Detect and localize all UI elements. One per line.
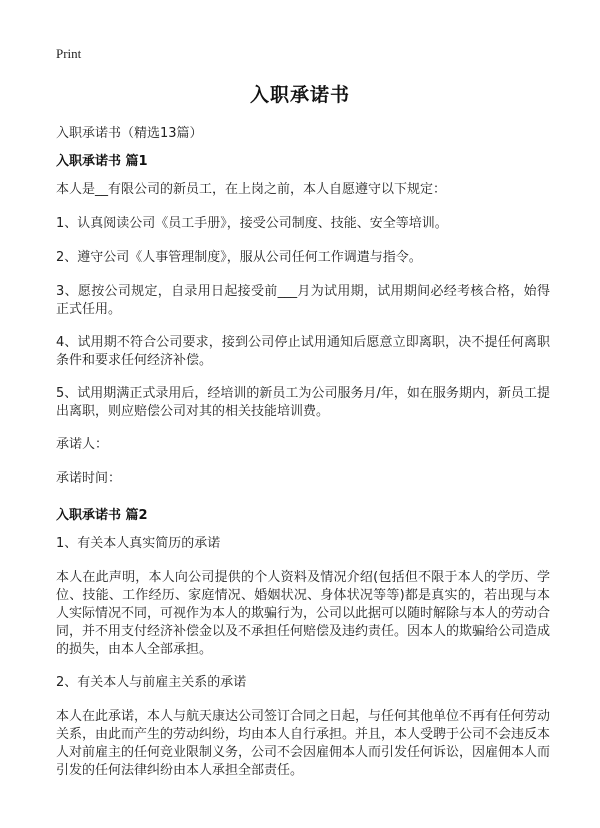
paragraph: 2、遵守公司《人事管理制度》，服从公司任何工作调遣与指令。 [56,250,422,265]
paragraph: 1、有关本人真实简历的承诺 [56,536,221,551]
paragraph: 2、有关本人与前雇主关系的承诺 [56,675,247,690]
paragraph: 本人在此声明，本人向公司提供的个人资料及情况介绍(包括但不限于本人的学历、学位、技能、工作经历、家庭情况、婚姻状况、身体状况等等)都是真实的，若出现与本人实际情况不同，可视作为本人的欺骗行为，公司以此据可以随时解除与本人的劳动合同，并不用支付经济补偿金以及不承担任何赔偿及违约责任。因本人的欺骗给公司造成的损失，由本人全部承担。 [56,570,551,657]
section-heading-1: 入职承诺书 篇1 [56,154,148,169]
paragraph: 1、认真阅读公司《员工手册》，接受公司制度、技能、安全等培训。 [56,216,448,231]
paragraph: 4、试用期不符合公司要求，接到公司停止试用通知后愿意立即离职，决不提任何离职条件和要求任何经济补偿。 [56,335,550,368]
paragraph: 5、试用期满正式录用后，经培训的新员工为公司服务月/年，如在服务期内，新员工提出离职，则应赔偿公司对其的相关技能培训费。 [56,386,550,419]
paragraph: 本人在此承诺，本人与航天康达公司签订合同之日起，与任何其他单位不再有任何劳动关系，由此而产生的劳动纠纷，均由本人自行承担。并且，本人受聘于公司不会违反本人对前雇主的任何竞业限制义务，公司不会因雇佣本人而引发任何诉讼，因雇佣本人而引发的任何法律纠纷由本人承担全部责任。 [56,709,551,778]
document-title: 入职承诺书 [249,84,350,106]
print-link[interactable]: Print [56,46,82,61]
section-heading-2: 入职承诺书 篇2 [56,508,148,523]
document-body [56,150,550,795]
paragraph: 3、愿按公司规定，自录用日起接受前___月为试用期，试用期间必经考核合格，始得正式任用。 [56,284,550,317]
paragraph: 本人是__有限公司的新员工，在上岗之前，本人自愿遵守以下规定： [56,182,447,197]
date-label: 承诺时间： [56,471,122,486]
signer-label: 承诺人： [56,437,109,452]
document-subtitle: 入职承诺书（精选13篇） [56,126,203,141]
